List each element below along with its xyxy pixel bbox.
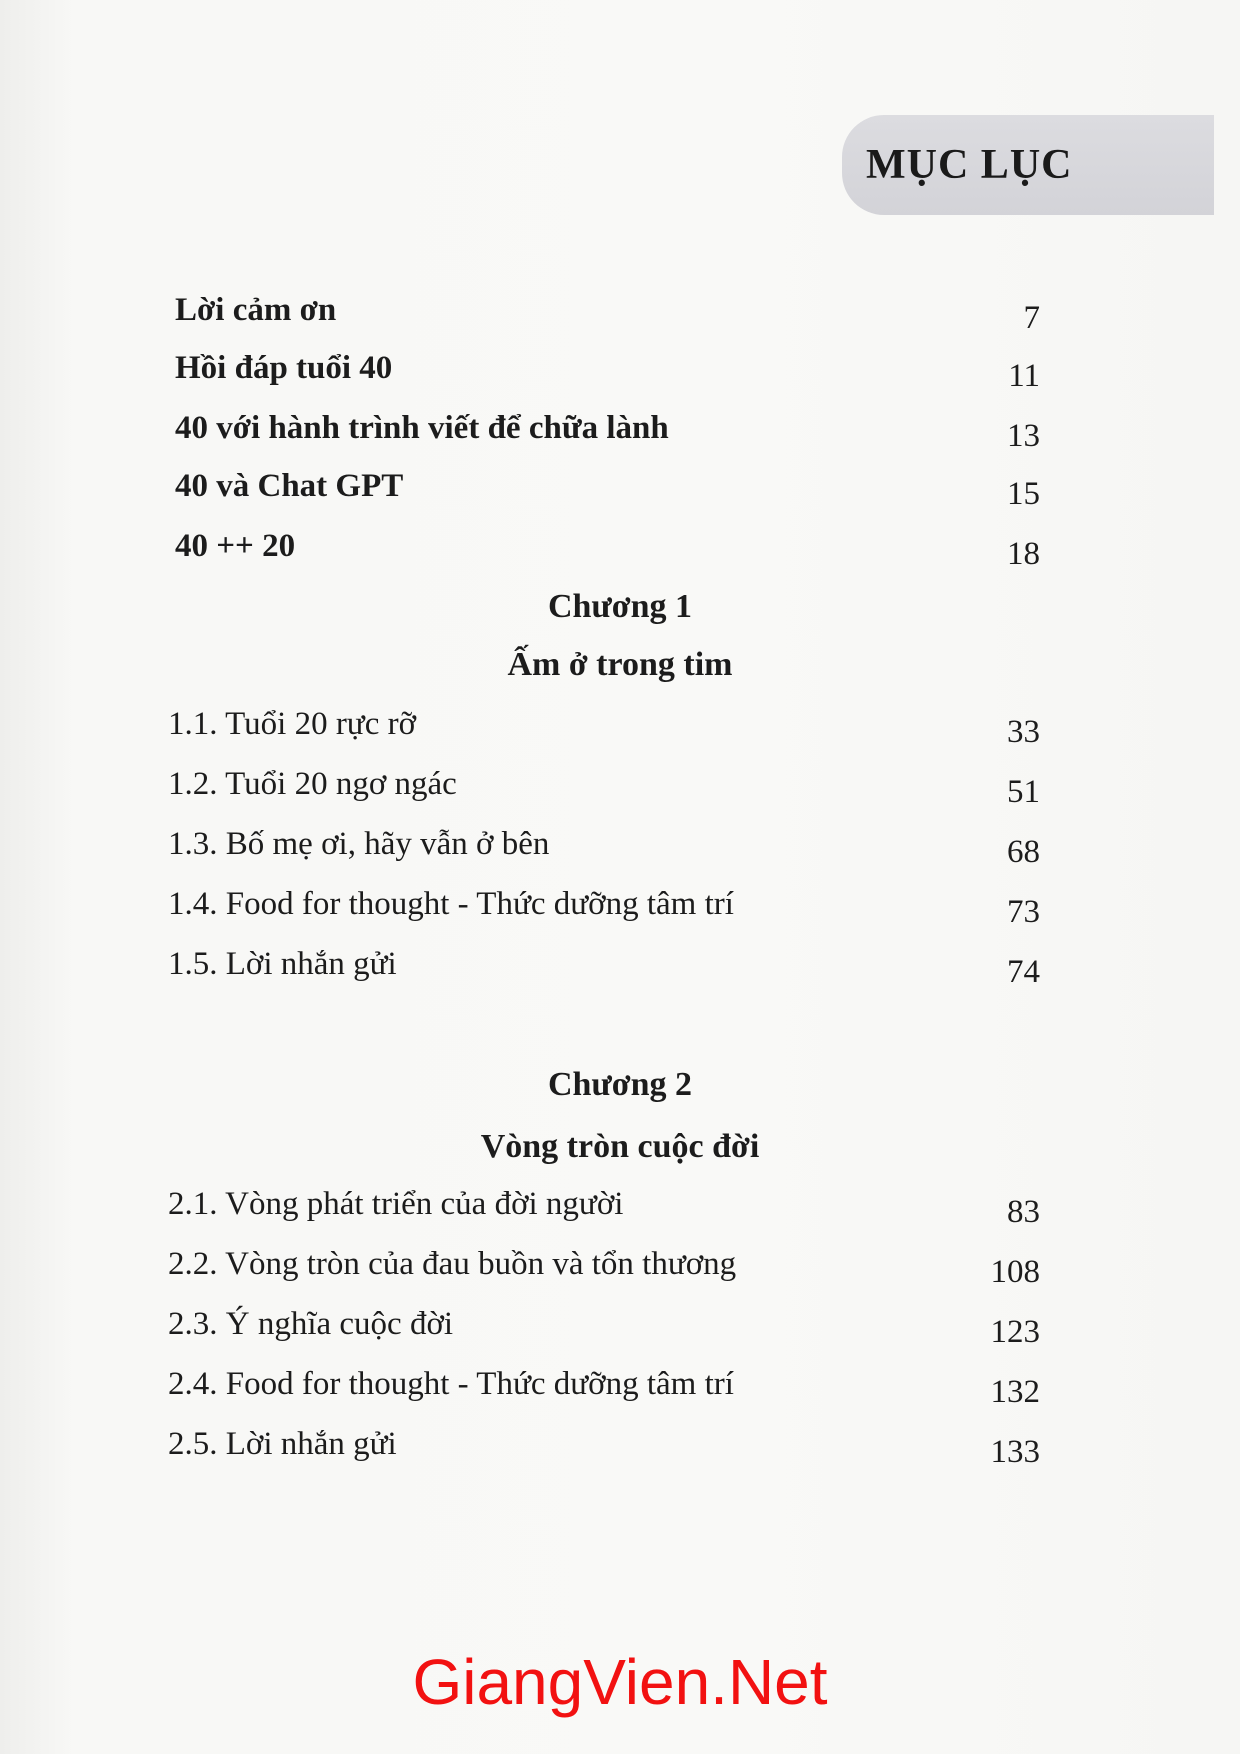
toc-entry-page: 108 xyxy=(990,1254,1040,1290)
toc-entry-title: 40 ++ 20 xyxy=(175,528,296,564)
toc-entry-title: Hồi đáp tuổi 40 xyxy=(175,350,393,386)
toc-entry-title: 2.2. Vòng tròn của đau buồn và tổn thương xyxy=(168,1246,737,1282)
toc-entry xyxy=(0,766,1240,816)
toc-entry-title: 2.1. Vòng phát triển của đời người xyxy=(168,1186,624,1222)
toc-entry xyxy=(0,946,1240,996)
toc-entry-title: 2.4. Food for thought - Thức dưỡng tâm trí xyxy=(168,1366,734,1402)
toc-entry-title: 1.5. Lời nhắn gửi xyxy=(168,946,397,982)
toc-entry-page: 7 xyxy=(1023,300,1040,336)
header-tab xyxy=(842,115,1214,215)
toc-entry-page: 132 xyxy=(990,1374,1040,1410)
toc-entry-title: 2.5. Lời nhắn gửi xyxy=(168,1426,397,1462)
toc-entry xyxy=(0,1306,1240,1356)
toc-entry-page: 51 xyxy=(1007,774,1040,810)
toc-entry xyxy=(0,528,1240,578)
toc-entry xyxy=(0,292,1240,342)
watermark-text: GiangVien.Net xyxy=(412,1646,828,1718)
toc-entry-page: 33 xyxy=(1007,714,1040,750)
toc-entry-title: 1.3. Bố mẹ ơi, hãy vẫn ở bên xyxy=(168,826,550,862)
chapter-name: Ấm ở trong tim xyxy=(507,646,733,683)
toc-entry-title: 1.1. Tuổi 20 rực rỡ xyxy=(168,706,417,742)
chapter-label: Chương 2 xyxy=(547,1066,693,1103)
toc-entry xyxy=(0,826,1240,876)
toc-entry xyxy=(0,1246,1240,1296)
toc-entry-page: 68 xyxy=(1007,834,1040,870)
toc-entry xyxy=(0,1366,1240,1416)
toc-entry-page: 18 xyxy=(1007,536,1040,572)
toc-entry xyxy=(0,886,1240,936)
toc-entry-page: 123 xyxy=(990,1314,1040,1350)
toc-entry xyxy=(0,1186,1240,1236)
toc-entry-title: 2.3. Ý nghĩa cuộc đời xyxy=(168,1306,454,1342)
toc-entry xyxy=(0,350,1240,400)
toc-entry-page: 15 xyxy=(1007,476,1040,512)
page-title: MỤC LỤC xyxy=(866,142,1073,188)
toc-entry-page: 73 xyxy=(1007,894,1040,930)
toc-entry-title: 1.4. Food for thought - Thức dưỡng tâm trí xyxy=(168,886,734,922)
toc-entry-page: 11 xyxy=(1008,358,1040,394)
toc-entry xyxy=(0,468,1240,518)
toc-entry-page: 13 xyxy=(1007,418,1040,454)
toc-entry-title: 40 và Chat GPT xyxy=(175,468,404,504)
toc-entry-title: 1.2. Tuổi 20 ngơ ngác xyxy=(168,766,457,802)
chapter-label: Chương 1 xyxy=(547,588,693,625)
toc-entry-page: 74 xyxy=(1007,954,1040,990)
toc-entry-page: 133 xyxy=(990,1434,1040,1470)
chapter-name: Vòng tròn cuộc đời xyxy=(480,1128,760,1165)
toc-entry xyxy=(0,706,1240,756)
toc-entry-page: 83 xyxy=(1007,1194,1040,1230)
toc-entry-title: Lời cảm ơn xyxy=(175,292,337,328)
toc-entry xyxy=(0,1426,1240,1476)
toc-entry xyxy=(0,410,1240,460)
toc-entry-title: 40 với hành trình viết để chữa lành xyxy=(175,410,669,446)
